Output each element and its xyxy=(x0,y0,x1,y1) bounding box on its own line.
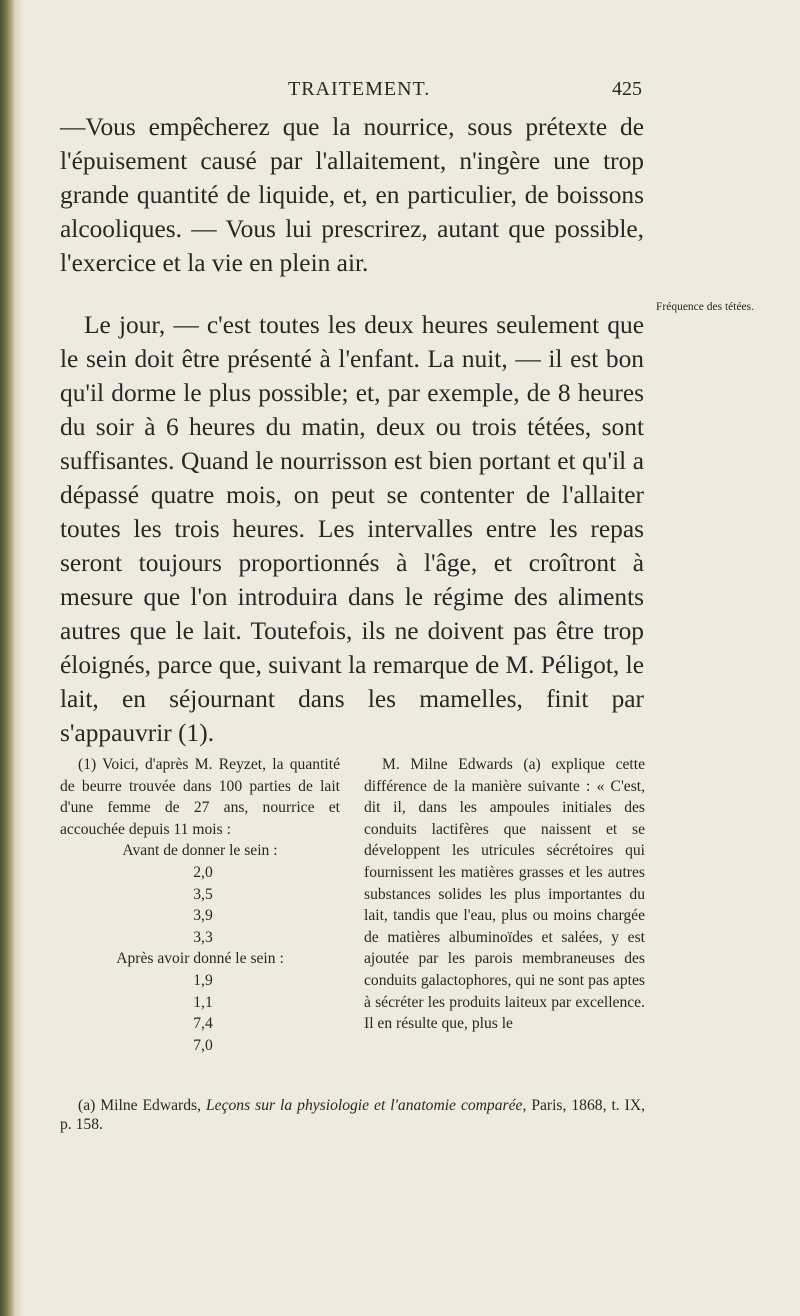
after-value: 1,9 xyxy=(193,971,213,989)
after-label: Après avoir donné le sein : xyxy=(116,950,284,968)
footnote-1-intro: (1) Voici, d'après M. Reyzet, la quantité de beurre trouvée dans 100 parties de lait d'une femme de 27 ans, nourrice et accouchée depuis 11 mois : xyxy=(60,756,340,838)
footnote-a-text xyxy=(60,1096,645,1134)
running-title: TRAITEMENT. xyxy=(288,78,431,100)
margin-note: Fréquence des tétées. xyxy=(655,301,755,313)
page-gutter-shadow xyxy=(14,0,24,1316)
after-value: 7,0 xyxy=(193,1036,213,1054)
footnote-1-left-column xyxy=(60,754,340,1056)
main-text xyxy=(60,110,644,750)
paragraph-1: —Vous empêcherez que la nourrice, sous prétexte de l'épuisement causé par l'allaitement, n'ingère une trop grande quantité de liquide, et, en particulier, de boissons alcooliques. — Vous lui prescrirez, autant que possible, l'exercice et la vie en plein air. xyxy=(60,113,644,277)
footnote-1-continuation: M. Milne Edwards (a) explique cette différence de la manière suivante : « C'est, dit il, dans les ampoules initiales des conduits lactifères que naissent et se développent les utricules sécrétoires qui fournissent les matières grasses et les autres substances solides les plus importantes du lait, tandis que l'eau, plus ou moins chargée de matières albuminoïdes et salées, y est ajoutée par les parois membraneuses des conduits galactophores, qui ne sont pas aptes à sécréter les produits laiteux par excellence. Il en résulte que, plus le xyxy=(364,756,645,1033)
before-value: 3,9 xyxy=(193,907,213,925)
after-value: 1,1 xyxy=(193,993,213,1011)
paragraph-2: Le jour, — c'est toutes les deux heures seulement que le sein doit être présenté à l'enfant. La nuit, — il est bon qu'il dorme le plus possible; et, par exemple, de 8 heures du soir à 6 heures du matin, deux ou trois tétées, sont suffisantes. Quand le nourrisson est bien portant et qu'il a dépassé quatre mois, on peut se contenter de l'allaiter toutes les trois heures. Les intervalles entre les repas seront toujours proportionnés à l'âge, et croîtront à mesure que l'on introduira dans le régime des aliments autres que le lait. Toutefois, ils ne doivent pas être trop éloignés, parce que, suivant la remarque de M. Péligot, le lait, en séjournant dans les mamelles, finit par s'appauvrir (1). xyxy=(60,311,644,747)
after-value: 7,4 xyxy=(193,1015,213,1033)
running-header xyxy=(0,78,800,108)
book-binding-edge xyxy=(0,0,14,1316)
before-value: 2,0 xyxy=(193,863,213,881)
before-label: Avant de donner le sein : xyxy=(122,842,278,860)
page-number: 425 xyxy=(612,78,642,100)
footnote-a-title: Leçons sur la physiologie et l'anatomie comparée xyxy=(205,1097,523,1114)
footnote-a-suffix: , Paris, 1868, t. IX, p. 158. xyxy=(60,1097,646,1133)
footnote-a xyxy=(60,1096,645,1134)
before-value: 3,3 xyxy=(193,928,213,946)
before-value: 3,5 xyxy=(193,885,213,903)
footnote-1-right-column xyxy=(364,754,645,1035)
footnote-a-prefix: (a) Milne Edwards, xyxy=(78,1097,206,1114)
